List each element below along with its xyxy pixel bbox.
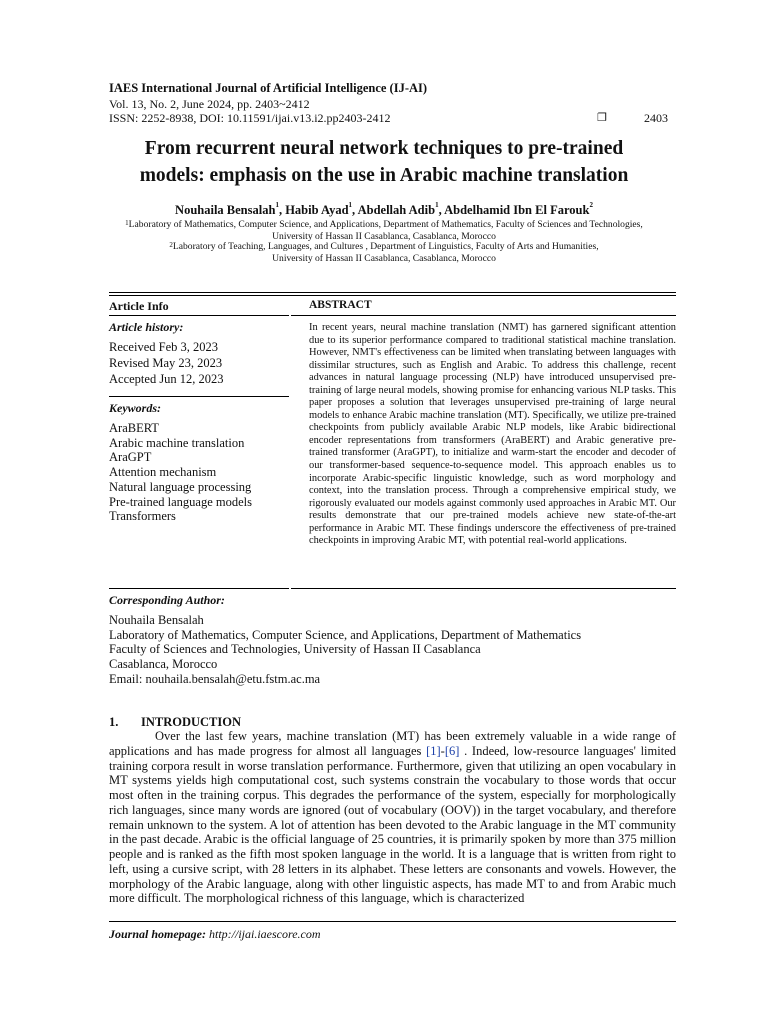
author-affiliation-mark: 1: [435, 201, 439, 209]
footer-rule: [109, 921, 676, 922]
affiliation-line: University of Hassan II Casablanca, Casablanca, Morocco: [272, 231, 496, 242]
abstract-heading-rule: [291, 315, 676, 316]
section-title: INTRODUCTION: [141, 715, 242, 729]
author-affiliation-mark: 1: [275, 201, 279, 209]
section-number: 1.: [109, 715, 119, 729]
citation-separator: -: [440, 743, 445, 758]
author-name: Nouhaila Bensalah: [175, 203, 276, 217]
keyword: AraGPT: [109, 450, 152, 465]
corresponding-email: Email: nouhaila.bensalah@etu.fstm.ac.ma: [109, 671, 321, 686]
keyword: Attention mechanism: [109, 465, 217, 480]
author-affiliation-mark: 1: [348, 201, 353, 209]
article-history-label: Article history:: [109, 320, 184, 334]
top-rule: [109, 292, 676, 293]
affiliation-2: [60, 241, 708, 265]
introduction-paragraph: [109, 729, 676, 906]
affiliation-line: Laboratory of Mathematics, Computer Science, and Applications, Department of Mathematics, Faculty of Sciences and Technologies,: [128, 219, 643, 230]
author-name: Abdellah Adib: [357, 203, 436, 217]
history-item: Received Feb 3, 2023: [109, 340, 219, 354]
journal-name: IAES International Journal of Artificial Intelligence (IJ-AI): [109, 81, 428, 95]
volume-info: Vol. 13, No. 2, June 2024, pp. 2403~2412: [109, 97, 310, 111]
homepage-url[interactable]: http://ijai.iaescore.com: [209, 927, 321, 941]
corresponding-author-label: Corresponding Author:: [109, 593, 225, 607]
intro-text-after: . Indeed, low-resource languages' limited training corpora result in worse translation performance. Furthermore, given that utilizing an open vocabulary in MT systems yields high computational cost, such systems constrain the vocabulary to those words that occur most often in the training corpus. This degrades the performance of the system, especially for morphologically rich languages, since many words are ignored (out of vocabulary (OOV)) in the target vocabulary, and therefore remain unknown to the system. A lot of attention has been devoted to the Arabic language in the MT community in the past decade. Arabic is the official language of 25 countries, it is primarily spoken by more than 375 million people and is ranked as the fifth most spoken language in the world. It is a language that is written from right to left, using a cursive script, with 28 letters in its alphabet. These letters are consonants and vowels. However, the morphology of the Arabic language, along with other linguistic aspects, has made MT to and from Arabic much more difficult. The morphological richness of this language, which is characterized: [109, 743, 677, 906]
affiliation-1: [60, 219, 708, 243]
issn-doi: ISSN: 2252-8938, DOI: 10.11591/ijai.v13.i2.pp2403-2412: [109, 111, 391, 125]
keyword: AraBERT: [109, 421, 159, 435]
keyword: Pre-trained language models: [109, 494, 253, 509]
abstract-bottom-rule: [291, 588, 676, 589]
history-rule: [109, 396, 289, 397]
keyword: Transformers: [109, 509, 176, 524]
abstract-text: In recent years, neural machine translation (NMT) has garnered significant attention due to its superior performance compared to traditional statistical machine translation. However, NMT's effectiveness can be limited when translating between languages with dissimilar structures, such as English and Arabic. To address this challenge, recent advances in natural language processing (NLP) have introduced unsupervised pre-training of large neural models, showing promise for enhancing various NLP tasks. This paper proposes a solution that leverages unsupervised pre-training of large neural models to enhance Arabic machine translation (MT). Specifically, we utilize pre-trained checkpoints from publicly available Arabic NLP models, like Arabic bidirectional encoder representations from transformers (AraBERT) and Arabic generative pre-trained transformer (AraGPT), to initialize and warm-start the encoder and decoder of our transformer-based sequence-to-sequence model. This approach enables us to incorporate Arabic-specific linguistic knowledge, such as word morphology and context, into the translation process. Through a comprehensive empirical study, we rigorously evaluated our models against commonly used approaches in Arabic MT. Our results demonstrate that our pre-trained models achieve new state-of-the-art performance in Arabic MT. These findings underscore the effectiveness of pre-trained checkpoints in improving Arabic MT, with potential real-world applications.: [309, 322, 676, 547]
citation-link[interactable]: [6]: [444, 743, 460, 758]
affiliation-mark: 2: [169, 241, 173, 249]
info-heading-rule: [109, 315, 289, 316]
affiliation-mark: 1: [125, 219, 129, 227]
keyword: Natural language processing: [109, 479, 252, 494]
page-box-icon: ❐: [597, 112, 607, 124]
journal-homepage: [109, 927, 321, 942]
affiliation-line: Laboratory of Teaching, Languages, and Cultures , Department of Linguistics, Faculty of Arts and Humanities,: [172, 241, 599, 252]
keywords-rule: [109, 588, 289, 589]
author-name: Habib Ayad: [285, 203, 349, 217]
citation-link[interactable]: [1]: [426, 743, 441, 758]
history-item: Revised May 23, 2023: [109, 356, 223, 370]
corresponding-author-details: [109, 613, 581, 687]
corresponding-lab: Laboratory of Mathematics, Computer Science, and Applications, Department of Mathematics: [109, 627, 582, 642]
corresponding-city: Casablanca, Morocco: [109, 657, 218, 672]
author-list: Nouhaila Bensalah$^1$, Habib Ayad$^1$, Abdellah Adib$^1$, Abdelhamid Ibn El Farouk$^2$: [175, 201, 593, 217]
homepage-label: Journal homepage:: [109, 927, 207, 941]
section-heading: [109, 715, 241, 730]
title-line-2: models: emphasis on the use in Arabic machine translation: [139, 165, 629, 186]
article-info-heading: Article Info: [109, 299, 169, 313]
corresponding-name: Nouhaila Bensalah: [109, 613, 204, 627]
title-line-1: From recurrent neural network techniques to pre-trained: [144, 138, 624, 159]
intro-text-before: Over the last few years, machine translation (MT) has been extremely valuable in a wide range of applications and has made progress for almost all languages: [109, 729, 676, 758]
article-history-list: [109, 339, 224, 387]
page-number: 2403: [644, 111, 668, 125]
affiliation-line: University of Hassan II Casablanca, Casablanca, Morocco: [272, 253, 496, 264]
author-affiliation-mark: 2: [589, 201, 593, 209]
keywords-list: [109, 421, 252, 524]
abstract-heading: ABSTRACT: [309, 299, 372, 311]
top-rule-second: [109, 295, 676, 296]
keyword: Arabic machine translation: [109, 435, 245, 450]
corresponding-faculty: Faculty of Sciences and Technologies, University of Hassan II Casablanca: [109, 642, 481, 657]
history-item: Accepted Jun 12, 2023: [109, 372, 224, 386]
keywords-label: Keywords:: [109, 401, 161, 415]
author-name: Abdelhamid Ibn El Farouk: [444, 203, 590, 217]
paper-title: [60, 135, 708, 189]
